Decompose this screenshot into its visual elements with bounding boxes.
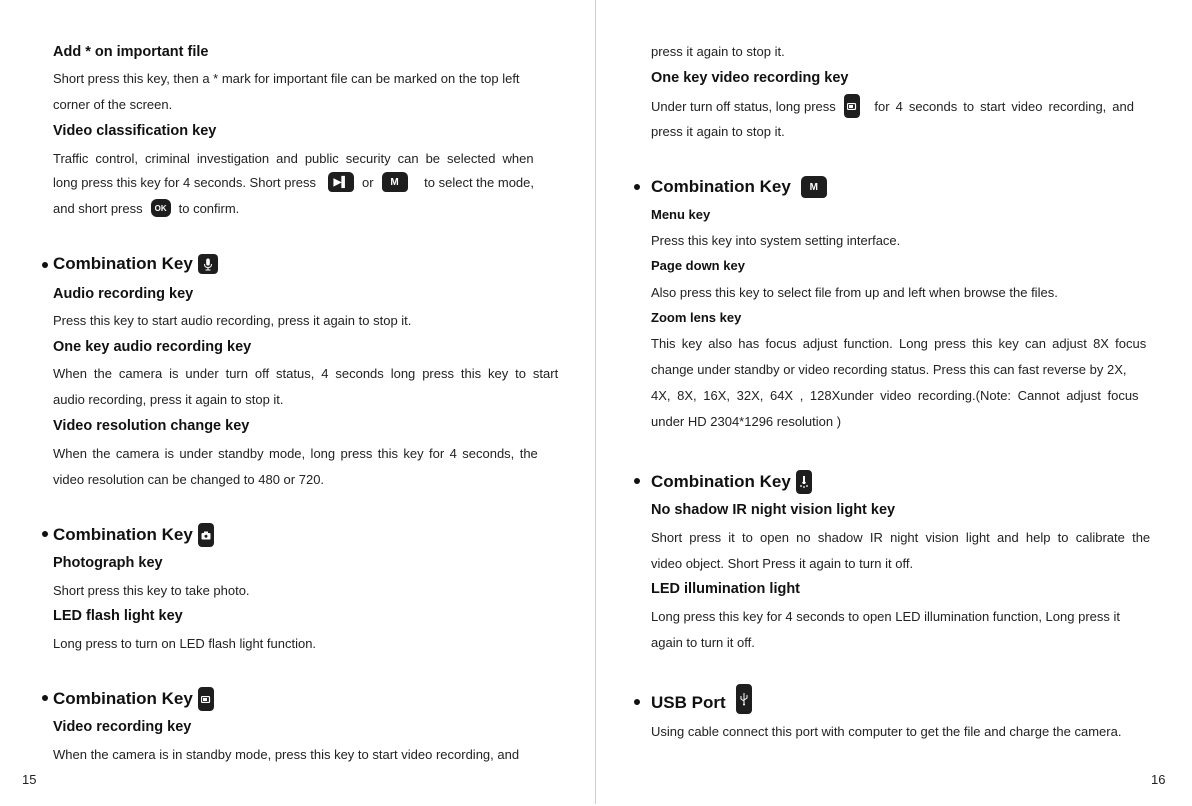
bullet <box>634 184 640 190</box>
text: to confirm. <box>178 200 240 216</box>
group-heading <box>53 687 214 711</box>
ok-key-icon: OK <box>151 199 171 217</box>
body-line: This key also has focus adjust function. Long press this key can adjust 8X focus <box>651 336 1147 351</box>
bullet <box>42 531 48 537</box>
item-title: Zoom lens key <box>651 310 742 325</box>
page-left <box>0 0 595 806</box>
body-line: When the camera is under standby mode, long press this key for 4 seconds, the <box>53 446 538 461</box>
group-heading-text: Combination Key <box>651 177 791 196</box>
item-title: Page down key <box>651 258 745 273</box>
play-pause-key-icon: ▶▌ <box>328 172 354 192</box>
body-line: corner of the screen. <box>53 97 173 112</box>
body-line: press it again to stop it. <box>651 124 785 139</box>
text: and short press <box>53 200 143 216</box>
text: for 4 seconds to start video recording, and <box>874 98 1134 114</box>
m-key-icon: M <box>382 172 408 192</box>
item-title: No shadow IR night vision light key <box>651 502 896 518</box>
body-line: Also press this key to select file from up and left when browse the files. <box>651 285 1058 300</box>
microphone-icon <box>198 254 218 274</box>
body-line: press it again to stop it. <box>651 44 785 59</box>
body-line: Press this key to start audio recording, press it again to stop it. <box>53 313 412 328</box>
body-line-with-keys <box>53 172 534 192</box>
body-line: Long press to turn on LED flash light function. <box>53 636 317 651</box>
bullet <box>634 478 640 484</box>
body-line: change under standby or video recording status. Press this can fast reverse by 2X, <box>651 362 1127 377</box>
bullet <box>42 262 48 268</box>
body-line: video object. Short Press it again to turn it off. <box>651 556 914 571</box>
item-title: Video recording key <box>53 719 192 735</box>
group-heading-text: USB Port <box>651 693 726 712</box>
group-heading <box>651 470 812 494</box>
bullet <box>634 699 640 705</box>
body-line: Short press this key to take photo. <box>53 583 250 598</box>
body-line: Using cable connect this port with computer to get the file and charge the camera. <box>651 724 1122 739</box>
item-title: Menu key <box>651 207 711 222</box>
page-right <box>596 0 1192 806</box>
group-heading <box>651 684 752 714</box>
body-line: under HD 2304*1296 resolution ) <box>651 414 842 429</box>
body-line: Traffic control, criminal investigation and public security can be selected when <box>53 151 534 166</box>
text: long press this key for 4 seconds. Short press <box>53 174 317 190</box>
section-title: Video classification key <box>53 123 217 139</box>
body-line: Short press it to open no shadow IR night vision light and help to calibrate the <box>651 530 1151 545</box>
camera-icon <box>198 523 214 547</box>
video-camera-key-icon <box>844 94 860 118</box>
item-title: LED flash light key <box>53 608 183 624</box>
body-line: again to turn it off. <box>651 635 755 650</box>
body-line: When the camera is in standby mode, press this key to start video recording, and <box>53 747 520 762</box>
body-line: Long press this key for 4 seconds to open LED illumination function, Long press it <box>651 609 1120 624</box>
body-line: audio recording, press it again to stop it. <box>53 392 284 407</box>
item-title: Photograph key <box>53 555 163 571</box>
body-line: When the camera is under turn off status, 4 seconds long press this key to start <box>53 366 559 381</box>
group-heading <box>53 523 214 547</box>
bullet <box>42 695 48 701</box>
section-title: Add * on important file <box>53 44 209 60</box>
item-title: Video resolution change key <box>53 418 250 434</box>
text: to select the mode, <box>424 174 534 190</box>
body-line: video resolution can be changed to 480 or 720. <box>53 472 325 487</box>
item-title: LED illumination light <box>651 581 801 597</box>
item-title: One key audio recording key <box>53 339 252 355</box>
text: or <box>362 174 374 190</box>
body-line: Press this key into system setting interface. <box>651 233 901 248</box>
page-number: 15 <box>22 772 37 787</box>
body-line: Short press this key, then a * mark for important file can be marked on the top left <box>53 71 520 86</box>
group-heading-text: Combination Key <box>53 689 193 708</box>
ir-light-icon <box>796 470 812 494</box>
video-camera-icon <box>198 687 214 711</box>
body-line: 4X, 8X, 16X, 32X, 64X , 128Xunder video recording.(Note: Cannot adjust focus <box>651 388 1139 403</box>
item-title: Audio recording key <box>53 286 194 302</box>
body-line-with-key <box>651 94 1134 118</box>
group-heading <box>651 176 827 198</box>
usb-icon <box>736 684 752 714</box>
body-line-with-keys <box>53 199 239 217</box>
text: Under turn off status, long press <box>651 98 836 114</box>
group-heading-text: Combination Key <box>651 472 791 491</box>
group-heading-text: Combination Key <box>53 254 193 273</box>
group-heading-text: Combination Key <box>53 525 193 544</box>
menu-m-key-icon: M <box>801 176 827 198</box>
item-title: One key video recording key <box>651 70 849 86</box>
page-number: 16 <box>1151 772 1166 787</box>
group-heading <box>53 254 218 274</box>
